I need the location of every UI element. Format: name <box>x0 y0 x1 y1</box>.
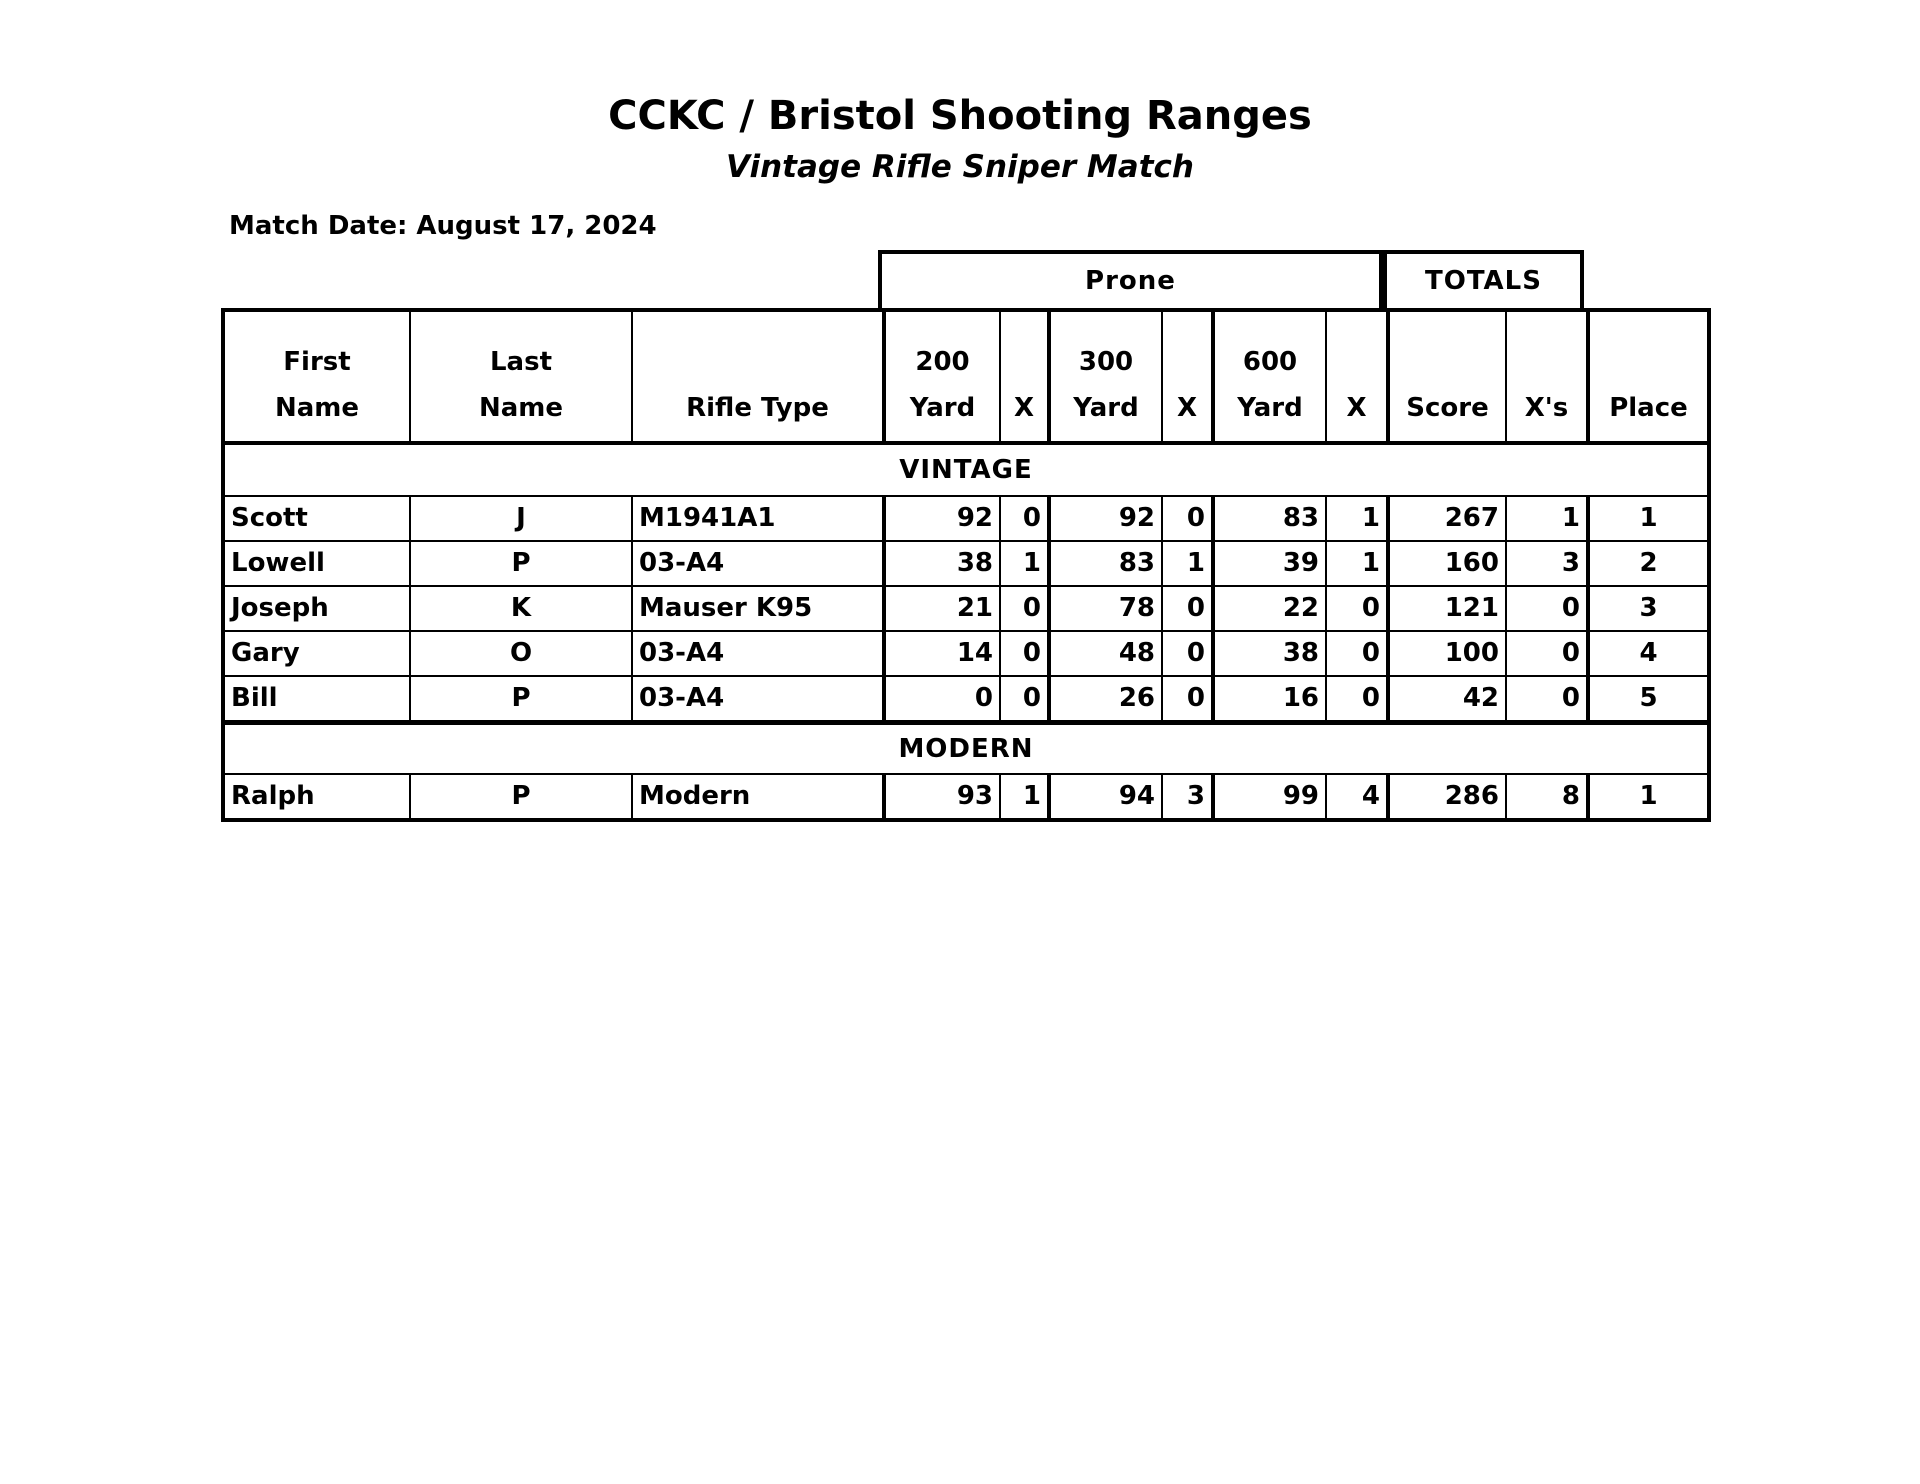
cell-rifle-type: 03-A4 <box>632 541 884 586</box>
col-header-xs <box>1506 310 1588 443</box>
cell-x-300: 0 <box>1162 631 1213 676</box>
cell-score: 267 <box>1388 496 1506 541</box>
cell-score: 160 <box>1388 541 1506 586</box>
cell-x-600: 1 <box>1326 496 1388 541</box>
cell-first-name: Lowell <box>223 541 410 586</box>
cell-200-yard: 93 <box>884 774 1000 820</box>
cell-x-300: 1 <box>1162 541 1213 586</box>
cell-last-name: O <box>410 631 632 676</box>
cell-place: 1 <box>1588 774 1709 820</box>
match-date <box>229 210 657 242</box>
col-header-rifle-type <box>632 310 884 443</box>
cell-x-600: 1 <box>1326 541 1388 586</box>
table-row <box>223 774 1709 820</box>
table-row <box>223 496 1709 541</box>
cell-first-name: Scott <box>223 496 410 541</box>
cell-x-200: 1 <box>1000 774 1049 820</box>
cell-600-yard: 99 <box>1213 774 1326 820</box>
col-header-300-yard-line1: 300 <box>1078 347 1134 377</box>
cell-200-yard: 92 <box>884 496 1000 541</box>
cell-200-yard: 14 <box>884 631 1000 676</box>
cell-x-200: 1 <box>1000 541 1049 586</box>
col-header-600-yard <box>1213 310 1326 443</box>
col-header-place-label: Place <box>1609 393 1688 423</box>
cell-xs: 0 <box>1506 586 1588 631</box>
cell-300-yard: 78 <box>1049 586 1162 631</box>
cell-rifle-type: M1941A1 <box>632 496 884 541</box>
cell-rifle-type: 03-A4 <box>632 676 884 723</box>
cell-last-name: P <box>410 541 632 586</box>
results-table <box>221 308 1711 822</box>
cell-rifle-type: 03-A4 <box>632 631 884 676</box>
cell-x-300: 0 <box>1162 496 1213 541</box>
col-header-x-300 <box>1162 310 1213 443</box>
cell-300-yard: 94 <box>1049 774 1162 820</box>
cell-600-yard: 38 <box>1213 631 1326 676</box>
col-header-score-label: Score <box>1406 393 1489 423</box>
col-header-x-200-label: X <box>1013 393 1035 423</box>
cell-score: 42 <box>1388 676 1506 723</box>
col-header-200-yard <box>884 310 1000 443</box>
col-header-300-yard-line2: Yard <box>1073 393 1139 423</box>
cell-score: 121 <box>1388 586 1506 631</box>
table-row <box>223 586 1709 631</box>
cell-score: 100 <box>1388 631 1506 676</box>
cell-place: 4 <box>1588 631 1709 676</box>
col-header-place <box>1588 310 1709 443</box>
cell-x-600: 4 <box>1326 774 1388 820</box>
col-header-x-300-label: X <box>1176 393 1198 423</box>
match-date-label: Match Date: <box>229 211 408 241</box>
cell-rifle-type: Modern <box>632 774 884 820</box>
cell-x-600: 0 <box>1326 631 1388 676</box>
cell-600-yard: 83 <box>1213 496 1326 541</box>
table-header-row <box>223 310 1709 443</box>
cell-x-200: 0 <box>1000 631 1049 676</box>
col-header-x-200 <box>1000 310 1049 443</box>
cell-first-name: Ralph <box>223 774 410 820</box>
col-header-last-name-line1: Last <box>489 347 553 377</box>
col-header-200-yard-line2: Yard <box>909 393 976 423</box>
cell-place: 2 <box>1588 541 1709 586</box>
section-row-modern <box>223 723 1709 775</box>
cell-last-name: P <box>410 774 632 820</box>
col-header-rifle-type-label: Rifle Type <box>686 393 829 423</box>
group-header-totals: TOTALS <box>1383 250 1584 308</box>
cell-200-yard: 38 <box>884 541 1000 586</box>
page-title: CCKC / Bristol Shooting Ranges <box>608 93 1312 139</box>
cell-x-600: 0 <box>1326 586 1388 631</box>
cell-200-yard: 21 <box>884 586 1000 631</box>
cell-600-yard: 16 <box>1213 676 1326 723</box>
cell-rifle-type: Mauser K95 <box>632 586 884 631</box>
col-header-x-600 <box>1326 310 1388 443</box>
cell-600-yard: 22 <box>1213 586 1326 631</box>
cell-x-300: 3 <box>1162 774 1213 820</box>
cell-x-200: 0 <box>1000 586 1049 631</box>
cell-score: 286 <box>1388 774 1506 820</box>
cell-xs: 3 <box>1506 541 1588 586</box>
cell-last-name: K <box>410 586 632 631</box>
page-subtitle: Vintage Rifle Sniper Match <box>726 149 1194 185</box>
cell-xs: 1 <box>1506 496 1588 541</box>
col-header-score <box>1388 310 1506 443</box>
col-header-first-name <box>223 310 410 443</box>
col-header-600-yard-line1: 600 <box>1242 347 1298 377</box>
cell-300-yard: 26 <box>1049 676 1162 723</box>
cell-200-yard: 0 <box>884 676 1000 723</box>
section-row-vintage <box>223 443 1709 496</box>
col-header-300-yard <box>1049 310 1162 443</box>
cell-first-name: Joseph <box>223 586 410 631</box>
cell-x-300: 0 <box>1162 586 1213 631</box>
table-row <box>223 676 1709 723</box>
section-label: VINTAGE <box>223 443 1709 496</box>
cell-first-name: Bill <box>223 676 410 723</box>
cell-xs: 0 <box>1506 676 1588 723</box>
cell-x-200: 0 <box>1000 496 1049 541</box>
table-row <box>223 631 1709 676</box>
col-header-first-name-line2: Name <box>274 393 360 423</box>
col-header-last-name-line2: Name <box>478 393 564 423</box>
cell-last-name: P <box>410 676 632 723</box>
cell-xs: 8 <box>1506 774 1588 820</box>
cell-x-300: 0 <box>1162 676 1213 723</box>
col-header-xs-label: X's <box>1524 393 1569 423</box>
cell-xs: 0 <box>1506 631 1588 676</box>
group-header-prone: Prone <box>878 250 1383 308</box>
col-header-first-name-line1: First <box>283 347 351 377</box>
col-header-200-yard-line1: 200 <box>915 347 970 377</box>
cell-300-yard: 92 <box>1049 496 1162 541</box>
cell-x-600: 0 <box>1326 676 1388 723</box>
col-header-x-600-label: X <box>1346 393 1367 423</box>
section-label: MODERN <box>223 723 1709 775</box>
cell-place: 1 <box>1588 496 1709 541</box>
col-header-600-yard-line2: Yard <box>1237 393 1303 423</box>
cell-300-yard: 48 <box>1049 631 1162 676</box>
cell-300-yard: 83 <box>1049 541 1162 586</box>
cell-x-200: 0 <box>1000 676 1049 723</box>
match-date-value: August 17, 2024 <box>416 211 657 241</box>
cell-last-name: J <box>410 496 632 541</box>
cell-600-yard: 39 <box>1213 541 1326 586</box>
cell-place: 3 <box>1588 586 1709 631</box>
col-header-last-name <box>410 310 632 443</box>
cell-place: 5 <box>1588 676 1709 723</box>
table-row <box>223 541 1709 586</box>
cell-first-name: Gary <box>223 631 410 676</box>
